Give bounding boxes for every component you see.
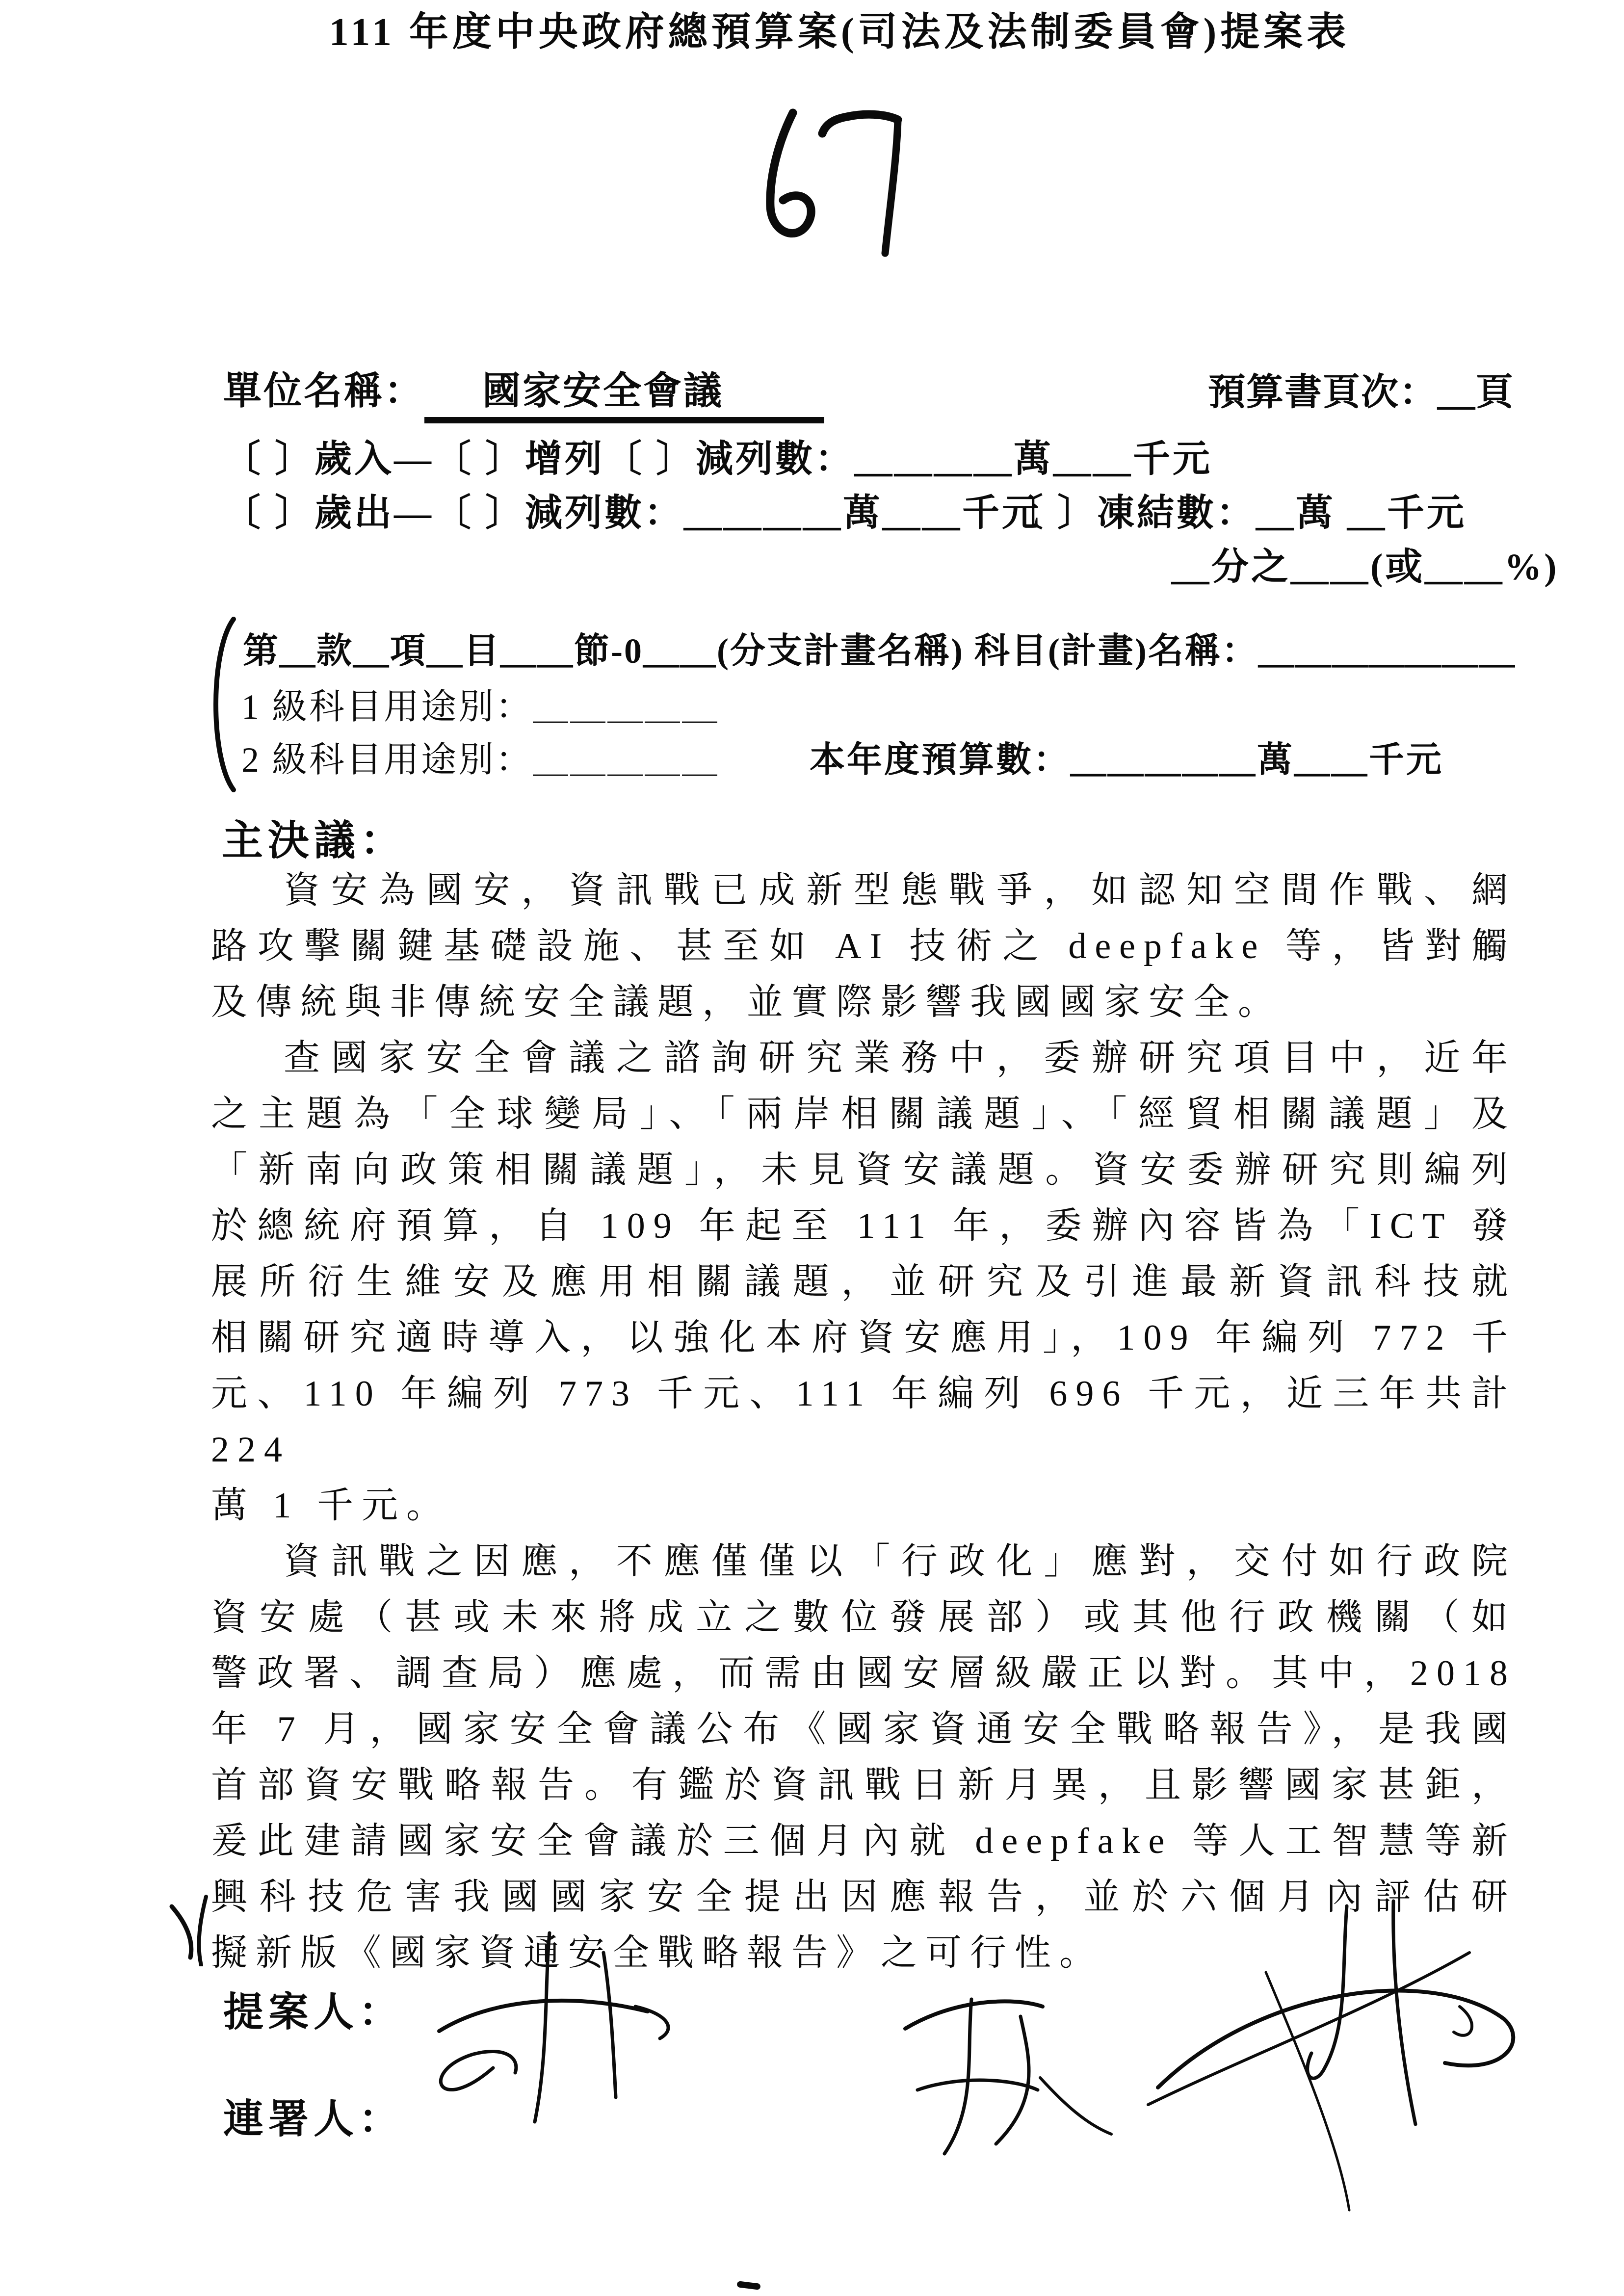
unit-name-value: 國家安全會議 bbox=[424, 360, 824, 423]
cosigner-label: 連署人： bbox=[223, 2097, 404, 2141]
resolution-line: 萬 1 千元。 bbox=[211, 1486, 451, 1526]
resolution-heading: 主決議： bbox=[222, 818, 407, 864]
revenue-row: 〔 〕歲入—〔 〕增列〔 〕減列數：＿＿＿＿萬＿＿千元 bbox=[223, 439, 1212, 480]
proposer-signature-1 bbox=[393, 1926, 707, 2132]
proposer-label: 提案人： bbox=[223, 1990, 404, 2035]
expense-row: 〔 〕歲出—〔 〕減列數：＿＿＿＿萬＿＿千元 bbox=[223, 493, 1042, 534]
resolution-line: 查國家安全會議之諮詢研究業務中，委辦研究項目中，近年 bbox=[284, 1038, 1516, 1078]
resolution-line: 展所衍生維安及應用相關議題，並研究及引進最新資訊科技就 bbox=[211, 1262, 1516, 1302]
level2-purpose-field: 2 級科目用途別：＿＿＿＿＿ bbox=[241, 740, 720, 780]
scan-artifact bbox=[736, 2281, 760, 2290]
resolution-line: 及傳統與非傳統安全議題，並實際影響我國國家安全。 bbox=[211, 982, 1283, 1022]
resolution-line: 「新南向政策相關議題」，未見資安議題。資安委辦研究則編列 bbox=[211, 1150, 1516, 1190]
resolution-line: 資訊戰之因應，不應僅僅以「行政化」應對，交付如行政院 bbox=[284, 1541, 1516, 1582]
resolution-body bbox=[211, 862, 1516, 1981]
budget-book-page-field: 預算書頁次：＿頁 bbox=[1208, 372, 1514, 413]
freeze-amount-field: 〔 〕凍結數：＿萬 ＿千元 bbox=[1006, 493, 1467, 534]
resolution-line: 資安為國安，資訊戰已成新型態戰爭，如認知空間作戰、網 bbox=[284, 870, 1516, 911]
proposer-signature-3 bbox=[1121, 1894, 1528, 2218]
handwritten-page-number bbox=[735, 108, 921, 260]
subject-group-bracket bbox=[200, 616, 239, 793]
document-title: 111 年度中央政府總預算案(司法及法制委員會)提案表 bbox=[329, 11, 1350, 54]
resolution-line: 資安處（甚或未來將成立之數位發展部）或其他行政機關（如 bbox=[211, 1597, 1516, 1638]
level1-purpose-field: 1 級科目用途別：＿＿＿＿＿ bbox=[241, 687, 720, 727]
unit-name-label: 單位名稱： bbox=[223, 369, 425, 412]
resolution-line: 相關研究適時導入，以強化本府資安應用」，109 年編列 772 千 bbox=[211, 1318, 1516, 1358]
unit-name-row bbox=[223, 360, 824, 423]
resolution-line: 元、110 年編列 773 千元、111 年編列 696 千元，近三年共計 224 bbox=[211, 1374, 1516, 1470]
resolution-line: 路攻擊關鍵基礎設施、甚至如 AI 技術之 deepfake 等，皆對觸 bbox=[211, 926, 1516, 966]
resolution-line: 之主題為「全球變局」、「兩岸相關議題」、「經貿相關議題」及 bbox=[211, 1094, 1516, 1134]
resolution-line: 爰此建請國家安全會議於三個月內就 deepfake 等人工智慧等新 bbox=[211, 1821, 1516, 1861]
margin-check-mark bbox=[166, 1893, 220, 1966]
resolution-line: 興科技危害我國國家安全提出因應報告，並於六個月內評估研 bbox=[211, 1877, 1516, 1917]
fraction-percent-field: ＿分之＿＿(或＿＿%) bbox=[1172, 547, 1559, 588]
subject-line: 第＿款＿項＿目＿＿節-0＿＿(分支計畫名稱) 科目(計畫)名稱：＿＿＿＿＿＿＿ bbox=[243, 631, 1516, 671]
resolution-line: 擬新版《國家資通安全戰略報告》之可行性。 bbox=[211, 1933, 1104, 1973]
resolution-line: 首部資安戰略報告。有鑑於資訊戰日新月異，且影響國家甚鉅， bbox=[211, 1765, 1516, 1805]
proposer-signature-2 bbox=[871, 1965, 1155, 2161]
resolution-line: 年 7 月，國家安全會議公布《國家資通安全戰略報告》，是我國 bbox=[211, 1709, 1516, 1749]
resolution-line: 於總統府預算，自 109 年起至 111 年，委辦內容皆為「ICT 發 bbox=[211, 1206, 1516, 1246]
current-year-budget-field: 本年度預算數：＿＿＿＿＿萬＿＿千元 bbox=[810, 740, 1444, 780]
resolution-line: 警政署、調查局）應處，而需由國安層級嚴正以對。其中，2018 bbox=[211, 1653, 1516, 1694]
